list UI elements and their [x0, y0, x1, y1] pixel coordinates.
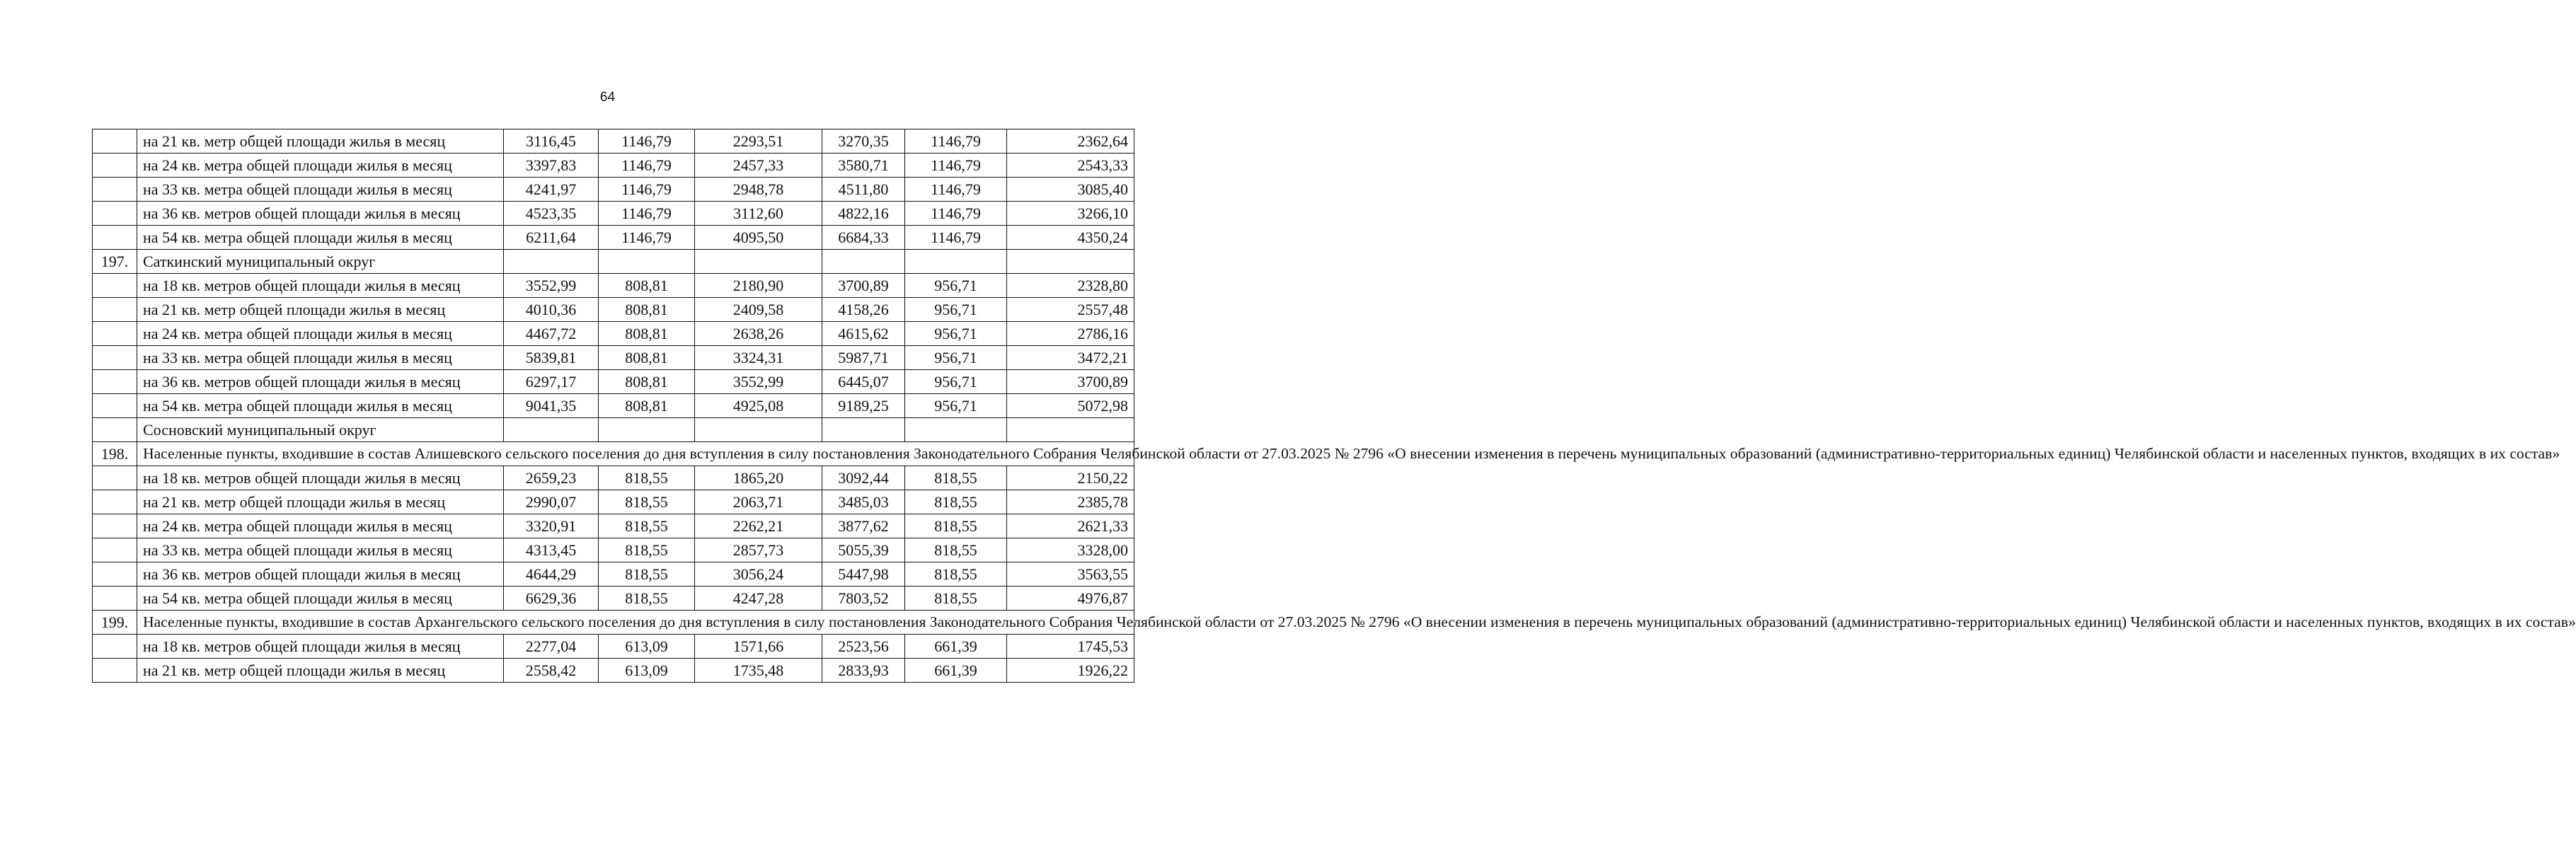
description-cell: на 18 кв. метров общей площади жилья в месяц: [137, 466, 504, 490]
value-cell-2: 1146,79: [599, 154, 695, 178]
row-number-cell: [93, 322, 137, 346]
row-number-cell: [93, 659, 137, 683]
value-cell-5: 1146,79: [905, 226, 1007, 250]
value-cell-4: 4511,80: [822, 178, 905, 202]
value-cell-2: 1146,79: [599, 226, 695, 250]
value-cell-2: 808,81: [599, 370, 695, 394]
value-cell-1: 2990,07: [504, 490, 599, 514]
table-row: [93, 129, 1134, 154]
description-cell: на 36 кв. метров общей площади жилья в месяц: [137, 370, 504, 394]
table-row: [93, 659, 1134, 683]
description-cell: на 21 кв. метр общей площади жилья в месяц: [137, 490, 504, 514]
description-cell: Сосновский муниципальный округ: [137, 418, 504, 442]
value-cell-3: 4925,08: [695, 394, 822, 418]
value-cell-4: [822, 418, 905, 442]
value-cell-5: 956,71: [905, 322, 1007, 346]
value-cell-6: 4976,87: [1007, 587, 1134, 611]
row-number-cell: [93, 202, 137, 226]
value-cell-5: [905, 250, 1007, 274]
value-cell-1: 6211,64: [504, 226, 599, 250]
row-number-cell: [93, 490, 137, 514]
value-cell-2: 808,81: [599, 274, 695, 298]
value-cell-4: 5055,39: [822, 538, 905, 562]
description-cell: Саткинский муниципальный округ: [137, 250, 504, 274]
value-cell-4: 5447,98: [822, 562, 905, 587]
value-cell-1: 6297,17: [504, 370, 599, 394]
value-cell-4: 7803,52: [822, 587, 905, 611]
table-row: [93, 178, 1134, 202]
value-cell-1: 9041,35: [504, 394, 599, 418]
table-body: [93, 129, 2576, 683]
value-cell-6: 4350,24: [1007, 226, 1134, 250]
value-cell-4: 2833,93: [822, 659, 905, 683]
value-cell-4: 9189,25: [822, 394, 905, 418]
value-cell-1: 4241,97: [504, 178, 599, 202]
value-cell-3: [695, 250, 822, 274]
value-cell-3: 4247,28: [695, 587, 822, 611]
value-cell-3: 3112,60: [695, 202, 822, 226]
table-row: [93, 226, 1134, 250]
value-cell-4: 4822,16: [822, 202, 905, 226]
value-cell-2: 818,55: [599, 538, 695, 562]
row-number-cell: [93, 514, 137, 538]
description-cell: на 24 кв. метра общей площади жилья в месяц: [137, 514, 504, 538]
value-cell-3: 2293,51: [695, 129, 822, 154]
value-cell-4: [822, 250, 905, 274]
table-row: [93, 490, 1134, 514]
description-cell: на 33 кв. метра общей площади жилья в месяц: [137, 178, 504, 202]
description-cell: на 21 кв. метр общей площади жилья в месяц: [137, 659, 504, 683]
table-row: [93, 635, 1134, 659]
value-cell-2: 613,09: [599, 659, 695, 683]
value-cell-3: 2409,58: [695, 298, 822, 322]
value-cell-2: 808,81: [599, 298, 695, 322]
tariff-table: [92, 129, 2576, 683]
description-cell: на 54 кв. метра общей площади жилья в месяц: [137, 394, 504, 418]
value-cell-2: [599, 250, 695, 274]
value-cell-3: 1735,48: [695, 659, 822, 683]
value-cell-6: 2621,33: [1007, 514, 1134, 538]
row-number-cell: [93, 394, 137, 418]
value-cell-6: 2150,22: [1007, 466, 1134, 490]
value-cell-6: 2543,33: [1007, 154, 1134, 178]
value-cell-5: [905, 418, 1007, 442]
value-cell-5: 818,55: [905, 466, 1007, 490]
value-cell-2: 818,55: [599, 562, 695, 587]
table-row: [93, 250, 1134, 274]
description-cell: на 36 кв. метров общей площади жилья в месяц: [137, 562, 504, 587]
value-cell-3: 2180,90: [695, 274, 822, 298]
value-cell-6: 3563,55: [1007, 562, 1134, 587]
value-cell-2: 613,09: [599, 635, 695, 659]
value-cell-3: 2857,73: [695, 538, 822, 562]
description-cell: на 54 кв. метра общей площади жилья в месяц: [137, 587, 504, 611]
value-cell-3: [695, 418, 822, 442]
value-cell-5: 818,55: [905, 490, 1007, 514]
row-number-cell: [93, 154, 137, 178]
value-cell-3: 3056,24: [695, 562, 822, 587]
value-cell-2: 808,81: [599, 322, 695, 346]
value-cell-1: 4523,35: [504, 202, 599, 226]
description-cell: на 24 кв. метра общей площади жилья в месяц: [137, 322, 504, 346]
value-cell-5: 956,71: [905, 298, 1007, 322]
value-cell-1: 2558,42: [504, 659, 599, 683]
value-cell-5: 956,71: [905, 370, 1007, 394]
value-cell-6: 3085,40: [1007, 178, 1134, 202]
row-number-cell: [93, 466, 137, 490]
value-cell-1: 5839,81: [504, 346, 599, 370]
table-row: [93, 418, 1134, 442]
row-number-cell: 199.: [93, 611, 137, 635]
value-cell-5: 661,39: [905, 659, 1007, 683]
value-cell-1: 4644,29: [504, 562, 599, 587]
value-cell-1: 3320,91: [504, 514, 599, 538]
row-number-cell: [93, 298, 137, 322]
value-cell-2: 818,55: [599, 490, 695, 514]
value-cell-3: 3552,99: [695, 370, 822, 394]
value-cell-3: 2457,33: [695, 154, 822, 178]
value-cell-2: 1146,79: [599, 202, 695, 226]
value-cell-6: 3700,89: [1007, 370, 1134, 394]
table-row: [93, 538, 1134, 562]
value-cell-5: 818,55: [905, 587, 1007, 611]
description-cell: на 33 кв. метра общей площади жилья в месяц: [137, 346, 504, 370]
value-cell-3: 2638,26: [695, 322, 822, 346]
description-cell: на 24 кв. метра общей площади жилья в месяц: [137, 154, 504, 178]
value-cell-6: 2557,48: [1007, 298, 1134, 322]
value-cell-4: 3877,62: [822, 514, 905, 538]
value-cell-5: 956,71: [905, 346, 1007, 370]
table-row-section: [93, 442, 1134, 466]
section-description-cell: Населенные пункты, входившие в состав Алишевского сельского поселения до дня вступления в силу постановления Законодательного Собрания Челябинской области от 27.03.2025 № 2796 «О внесении изменения в перечень муниципальных образований (административно-территориальных единиц) Челябинской области и населенных пунктов, входящих в их состав»: [137, 442, 1134, 466]
value-cell-4: 6684,33: [822, 226, 905, 250]
row-number-cell: [93, 562, 137, 587]
value-cell-6: 2362,64: [1007, 129, 1134, 154]
description-cell: на 33 кв. метра общей площади жилья в месяц: [137, 538, 504, 562]
description-cell: на 18 кв. метров общей площади жилья в месяц: [137, 274, 504, 298]
row-number-cell: [93, 635, 137, 659]
value-cell-3: 3324,31: [695, 346, 822, 370]
value-cell-6: 1926,22: [1007, 659, 1134, 683]
value-cell-5: 1146,79: [905, 178, 1007, 202]
value-cell-3: 2948,78: [695, 178, 822, 202]
value-cell-5: 818,55: [905, 514, 1007, 538]
value-cell-3: 4095,50: [695, 226, 822, 250]
row-number-cell: [93, 226, 137, 250]
value-cell-4: 6445,07: [822, 370, 905, 394]
value-cell-6: 3472,21: [1007, 346, 1134, 370]
value-cell-1: 3552,99: [504, 274, 599, 298]
value-cell-2: 818,55: [599, 466, 695, 490]
row-number-cell: [93, 274, 137, 298]
value-cell-6: [1007, 418, 1134, 442]
value-cell-2: 1146,79: [599, 129, 695, 154]
row-number-cell: 198.: [93, 442, 137, 466]
value-cell-4: 4158,26: [822, 298, 905, 322]
row-number-cell: [93, 538, 137, 562]
description-cell: на 18 кв. метров общей площади жилья в месяц: [137, 635, 504, 659]
value-cell-2: 818,55: [599, 514, 695, 538]
table-row: [93, 154, 1134, 178]
row-number-cell: [93, 346, 137, 370]
table-row: [93, 466, 1134, 490]
value-cell-4: 3485,03: [822, 490, 905, 514]
value-cell-3: 1571,66: [695, 635, 822, 659]
value-cell-4: 3700,89: [822, 274, 905, 298]
table-row: [93, 394, 1134, 418]
value-cell-1: 3397,83: [504, 154, 599, 178]
value-cell-5: 956,71: [905, 274, 1007, 298]
value-cell-6: 5072,98: [1007, 394, 1134, 418]
value-cell-1: 2659,23: [504, 466, 599, 490]
value-cell-2: 808,81: [599, 346, 695, 370]
value-cell-5: 1146,79: [905, 129, 1007, 154]
row-number-cell: [93, 178, 137, 202]
table-row: [93, 298, 1134, 322]
value-cell-1: 4010,36: [504, 298, 599, 322]
value-cell-5: 818,55: [905, 562, 1007, 587]
value-cell-6: 3328,00: [1007, 538, 1134, 562]
row-number-cell: [93, 370, 137, 394]
value-cell-3: 1865,20: [695, 466, 822, 490]
table-row: [93, 514, 1134, 538]
description-cell: на 21 кв. метр общей площади жилья в месяц: [137, 298, 504, 322]
section-description-cell: Населенные пункты, входившие в состав Архангельского сельского поселения до дня вступления в силу постановления Законодательного Собрания Челябинской области от 27.03.2025 № 2796 «О внесении изменения в перечень муниципальных образований (административно-территориальных единиц) Челябинской области и населенных пунктов, входящих в их состав»: [137, 611, 1134, 635]
value-cell-5: 1146,79: [905, 202, 1007, 226]
row-number-cell: [93, 587, 137, 611]
value-cell-2: 818,55: [599, 587, 695, 611]
table-row: [93, 587, 1134, 611]
table-row: [93, 322, 1134, 346]
value-cell-6: 3266,10: [1007, 202, 1134, 226]
value-cell-5: 818,55: [905, 538, 1007, 562]
value-cell-5: 956,71: [905, 394, 1007, 418]
value-cell-1: 4467,72: [504, 322, 599, 346]
value-cell-5: 1146,79: [905, 154, 1007, 178]
row-number-cell: [93, 418, 137, 442]
value-cell-4: 5987,71: [822, 346, 905, 370]
value-cell-1: [504, 250, 599, 274]
value-cell-5: 661,39: [905, 635, 1007, 659]
row-number-cell: 197.: [93, 250, 137, 274]
value-cell-1: 6629,36: [504, 587, 599, 611]
value-cell-1: 4313,45: [504, 538, 599, 562]
value-cell-2: 1146,79: [599, 178, 695, 202]
value-cell-6: 2328,80: [1007, 274, 1134, 298]
value-cell-6: [1007, 250, 1134, 274]
table-row: [93, 202, 1134, 226]
value-cell-6: 1745,53: [1007, 635, 1134, 659]
value-cell-4: 3270,35: [822, 129, 905, 154]
value-cell-3: 2063,71: [695, 490, 822, 514]
value-cell-4: 3580,71: [822, 154, 905, 178]
value-cell-4: 2523,56: [822, 635, 905, 659]
value-cell-1: 3116,45: [504, 129, 599, 154]
value-cell-6: 2385,78: [1007, 490, 1134, 514]
table-row: [93, 346, 1134, 370]
value-cell-1: [504, 418, 599, 442]
table-row: [93, 562, 1134, 587]
table-row: [93, 370, 1134, 394]
description-cell: на 21 кв. метр общей площади жилья в месяц: [137, 129, 504, 154]
description-cell: на 36 кв. метров общей площади жилья в месяц: [137, 202, 504, 226]
value-cell-2: [599, 418, 695, 442]
table-row-section: [93, 611, 1134, 635]
value-cell-1: 2277,04: [504, 635, 599, 659]
description-cell: на 54 кв. метра общей площади жилья в месяц: [137, 226, 504, 250]
value-cell-4: 4615,62: [822, 322, 905, 346]
table-row: [93, 274, 1134, 298]
value-cell-4: 3092,44: [822, 466, 905, 490]
value-cell-6: 2786,16: [1007, 322, 1134, 346]
value-cell-2: 808,81: [599, 394, 695, 418]
value-cell-3: 2262,21: [695, 514, 822, 538]
row-number-cell: [93, 129, 137, 154]
page-number: 64: [599, 90, 616, 105]
